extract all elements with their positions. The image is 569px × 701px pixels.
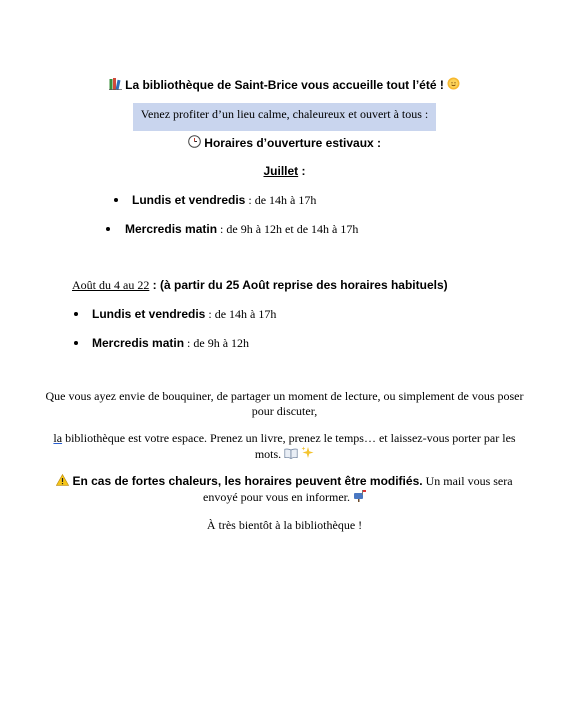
paragraph-intro: Que vous ayez envie de bouquiner, de partager un moment de lecture, ou simplement de vous poser pour discuter,: [45, 389, 524, 418]
list-item-value: : de 14h à 17h: [205, 307, 277, 321]
list-item-value: : de 9h à 12h: [184, 336, 250, 350]
august-label: Août du 4 au 22: [72, 278, 150, 292]
list-item-label: Lundis et vendredis: [92, 307, 206, 321]
hours-heading-text: Horaires d’ouverture estivaux :: [204, 136, 382, 150]
warning-icon: [56, 474, 69, 488]
title-text: La bibliothèque de Saint-Brice vous accueille tout l’été !: [125, 78, 444, 92]
july-suffix: :: [298, 164, 306, 178]
sun-face-icon: [447, 77, 460, 92]
open-book-icon: [284, 448, 298, 461]
paragraph-first-word: la: [53, 431, 63, 445]
august-heading: [72, 277, 448, 293]
august-note: : (à partir du 25 Août reprise des horaires habituels): [149, 278, 448, 292]
list-item: [132, 192, 316, 208]
intro-highlight: Venez profiter d’un lieu calme, chaleureux et ouvert à tous :: [133, 103, 437, 131]
bullet-dot: [74, 341, 78, 345]
july-heading: [0, 163, 569, 179]
mailbox-icon: [353, 489, 366, 504]
list-item: [92, 335, 249, 351]
paragraph-rest: bibliothèque est votre espace. Prenez un livre, prenez le temps… et laissez-vous porter par les mots.: [62, 431, 516, 461]
list-item-label: Mercredis matin: [92, 336, 185, 350]
bullet-dot: [74, 312, 78, 316]
intro-line: [0, 103, 569, 131]
warning-rest: Un mail vous sera envoyé pour vous en informer.: [203, 474, 513, 504]
july-label: Juillet: [263, 164, 299, 178]
warning-paragraph: [40, 474, 529, 505]
list-item-value: : de 9h à 12h et de 14h à 17h: [217, 222, 359, 236]
list-item: [92, 306, 276, 322]
sparkles-icon: [301, 446, 314, 461]
list-item-label: Lundis et vendredis: [132, 193, 246, 207]
list-item-label: Mercredis matin: [125, 222, 218, 236]
hours-heading: [0, 135, 569, 151]
clock-icon: [188, 135, 201, 150]
closing-line: À très bientôt à la bibliothèque !: [206, 518, 363, 532]
books-icon: [109, 78, 122, 92]
page-title: [0, 77, 569, 93]
paragraph-space: [40, 431, 529, 462]
bullet-dot: [114, 198, 118, 202]
list-item: [125, 221, 358, 237]
warning-bold: En cas de fortes chaleurs, les horaires peuvent être modifiés.: [72, 474, 423, 488]
list-item-value: : de 14h à 17h: [245, 193, 317, 207]
bullet-dot: [106, 227, 110, 231]
